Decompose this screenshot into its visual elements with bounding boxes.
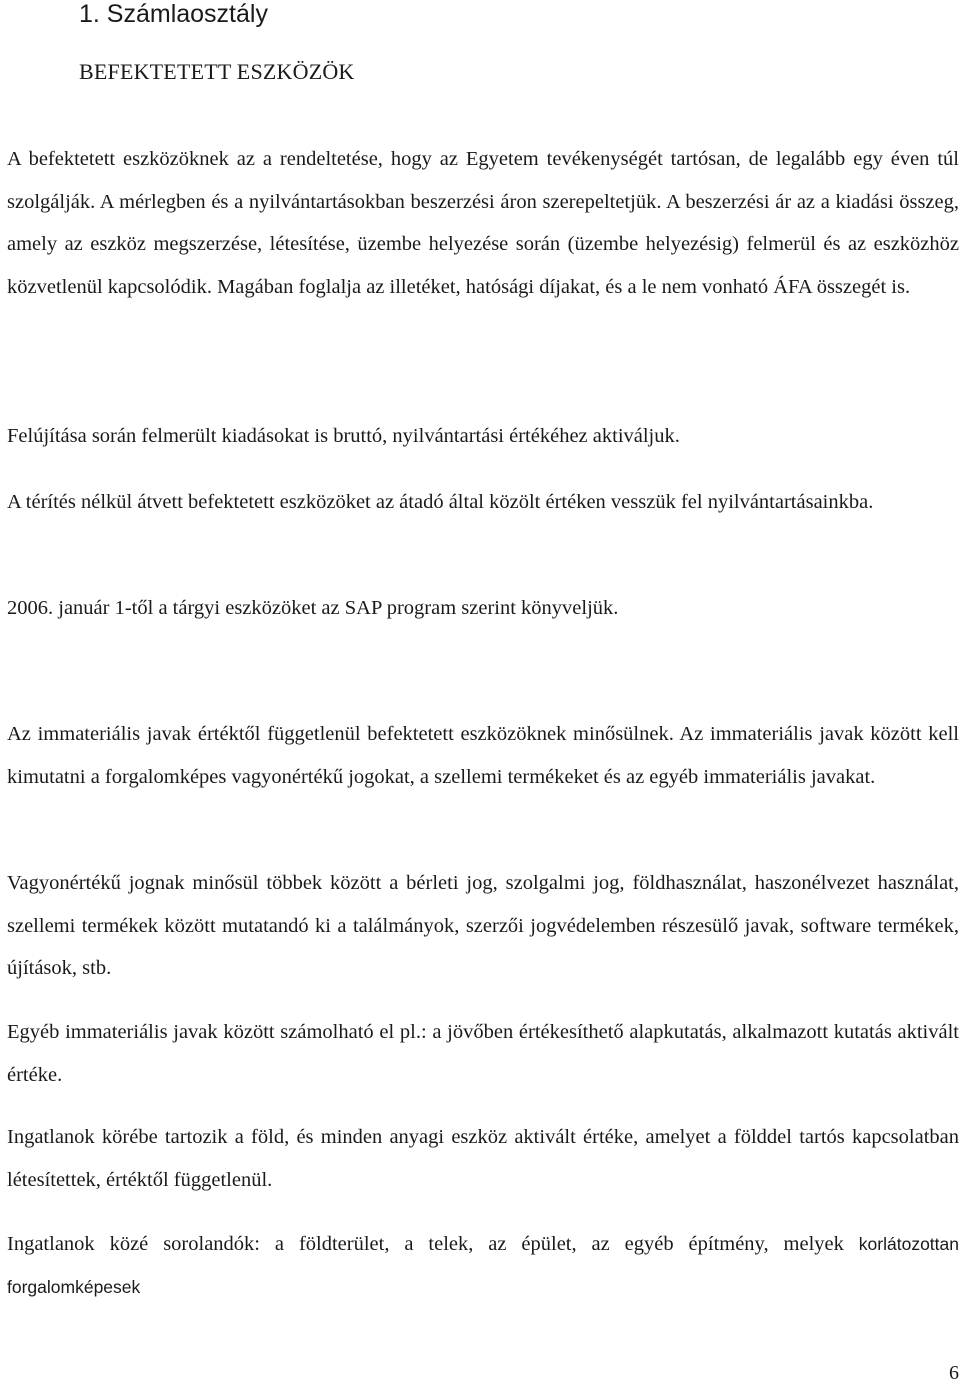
paragraph-felujitas: Felújítása során felmerült kiadásokat is bruttó, nyilvántartási értékéhez aktiváljuk. — [7, 425, 680, 447]
paragraph-sap-program: 2006. január 1-től a tárgyi eszközöket az SAP program szerint könyveljük. — [7, 597, 619, 619]
paragraph-ingatlanok-koze-last-line: korlátozottan forgalomképesek — [7, 1234, 959, 1297]
paragraph-ingatlanok-korebe: Ingatlanok körébe tartozik a föld, és minden anyagi eszköz aktivált értéke, amelyet a földdel tartós kapcsolatban létesítettek, értéktől függetlenül. — [7, 1126, 959, 1191]
paragraph-vagyonerteku-jog: Vagyonértékű jognak minősül többek között a bérleti jog, szolgalmi jog, földhasználat, haszonélvezet használat, szellemi termékek között mutatandó ki a találmányok, szerzői jogvédelemben részesülő javak, software termékek, újítások, stb. — [7, 872, 959, 979]
page-number: 6 — [949, 1362, 959, 1384]
document-page — [7, 0, 959, 1387]
paragraph-befektetett-eszkozok: A befektetett eszközöknek az a rendeltetése, hogy az Egyetem tevékenységét tartósan, de legalább egy éven túl szolgálják. A mérlegben és a nyilvántartásokban beszerzési áron szerepeltetjük. A beszerzési ár az a kiadási összeg, amely az eszköz megszerzése, létesítése, üzembe helyezése során (üzembe helyezésig) felmerül és az eszközhöz közvetlenül kapcsolódik. Magában foglalja az illetéket, hatósági díjakat, és a le nem vonható ÁFA összegét is. — [7, 148, 959, 298]
paragraph-egyeb-immaterialis: Egyéb immateriális javak között számolható el pl.: a jövőben értékesíthető alapkutatás, alkalmazott kutatás aktivált értéke. — [7, 1021, 959, 1086]
paragraph-ingatlanok-koze-text: Ingatlanok közé sorolandók: a földterület, a telek, az épület, az egyéb építmény, melyek — [7, 1233, 844, 1255]
paragraph-immaterialis-javak: Az immateriális javak értéktől függetlenül befektetett eszközöknek minősülnek. Az immateriális javak között kell kimutatni a forgalomképes vagyonértékű jogokat, a szellemi termékeket és az egyéb immateriális javakat. — [7, 723, 959, 788]
paragraph-terites-nelkul: A térítés nélkül átvett befektetett eszközöket az átadó által közölt értéken vesszük fel nyilvántartásainkba. — [7, 491, 874, 513]
paragraph-ingatlanok-koze — [7, 1223, 959, 1308]
section-title: BEFEKTETETT ESZKÖZÖK — [79, 59, 355, 84]
chapter-title: 1. Számlaosztály — [79, 0, 268, 28]
